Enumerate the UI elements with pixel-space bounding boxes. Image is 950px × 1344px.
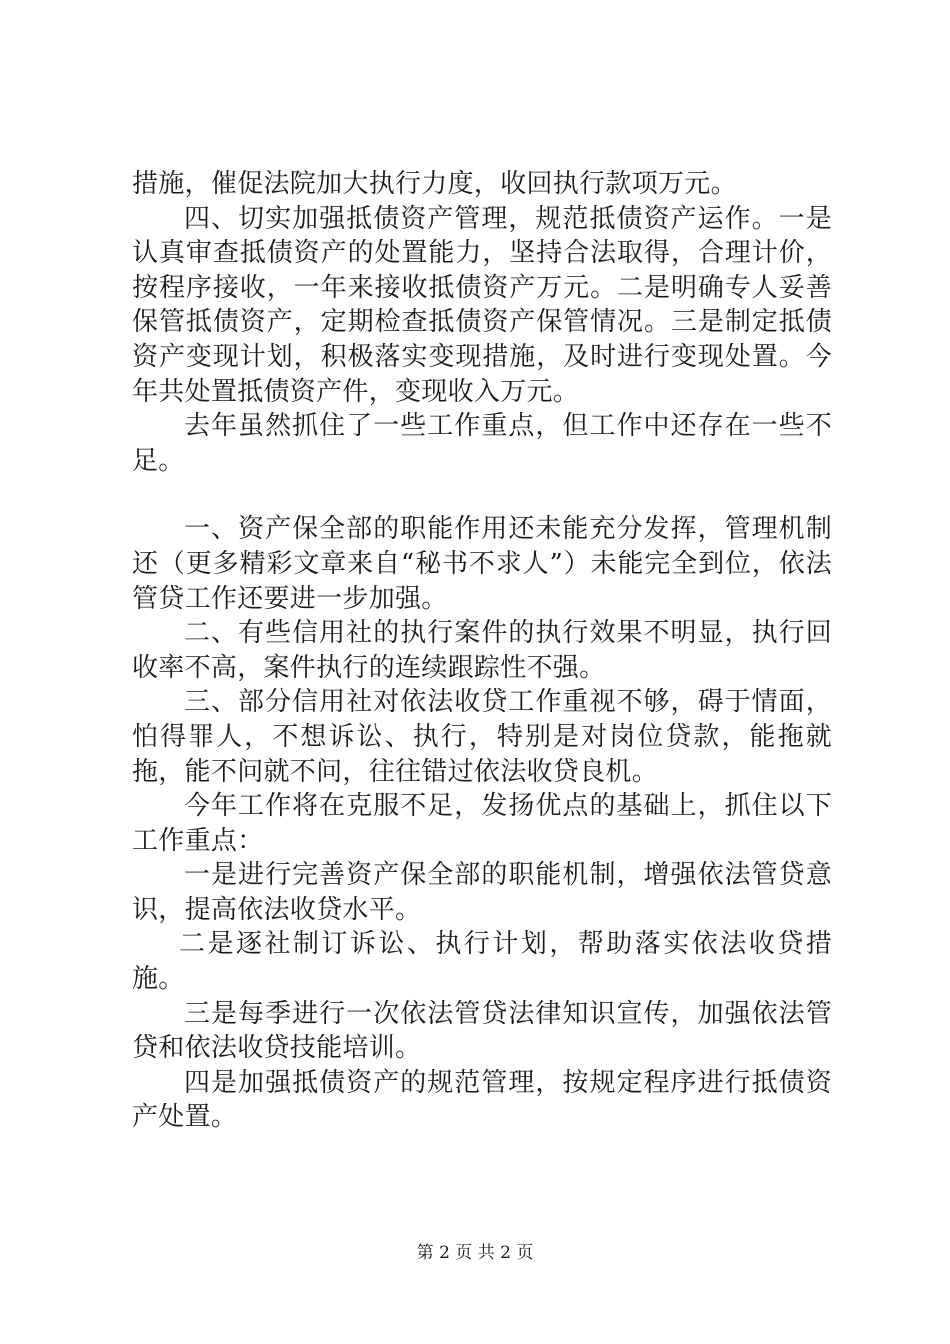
page-footer (0, 1241, 950, 1265)
paragraph-plan-three: 三是每季进行一次依法管贷法律知识宣传，加强依法管贷和依法收贷技能培训。 (132, 998, 832, 1064)
paragraph-shortcomings-intro: 去年虽然抓住了一些工作重点，但工作中还存在一些不足。 (132, 411, 832, 476)
paragraph-shortcoming-one: 一、资产保全部的职能作用还未能充分发挥，管理机制还（更多精彩文章来自“秘书不求人”）未能完全到位，依法管贷工作还要进一步加强。 (132, 514, 832, 614)
paragraph-plan-four: 四是加强抵债资产的规范管理，按规定程序进行抵债资产处置。 (132, 1067, 832, 1133)
paragraph-shortcoming-three: 三、部分信用社对依法收贷工作重视不够，碍于情面，怕得罪人，不想诉讼、执行，特别是对岗位贷款，能拖就拖，能不问就不问，往往错过依法收贷良机。 (132, 687, 832, 787)
paragraph-continuation: 措施，催促法院加大执行力度，收回执行款项万元。 (132, 169, 737, 199)
page-number-label: 第 2 页 共 2 页 (416, 1243, 534, 1263)
paragraph-section-four: 四、切实加强抵债资产管理，规范抵债资产运作。一是认真审查抵债资产的处置能力，坚持合法取得，合理计价，按程序接收，一年来接收抵债资产万元。二是明确专人妥善保管抵债资产，定期检查抵债资产保管情况。三是制定抵债资产变现计划，积极落实变现措施，及时进行变现处置。今年共处置抵债资产件，变现收入万元。 (132, 203, 832, 407)
paragraph-plan-intro: 今年工作将在克服不足，发扬优点的基础上，抓住以下工作重点： (132, 791, 832, 856)
paragraph-gap (132, 478, 832, 512)
paragraph-plan-one: 一是进行完善资产保全部的职能机制，增强依法管贷意识，提高依法收贷水平。 (132, 860, 832, 925)
paragraph-shortcoming-two: 二、有些信用社的执行案件的执行效果不明显，执行回收率不高，案件执行的连续跟踪性不强。 (132, 618, 832, 683)
document-body (132, 167, 832, 1135)
paragraph-plan-two: 二是逐社制订诉讼、执行计划，帮助落实依法收贷措施。 (132, 929, 832, 995)
